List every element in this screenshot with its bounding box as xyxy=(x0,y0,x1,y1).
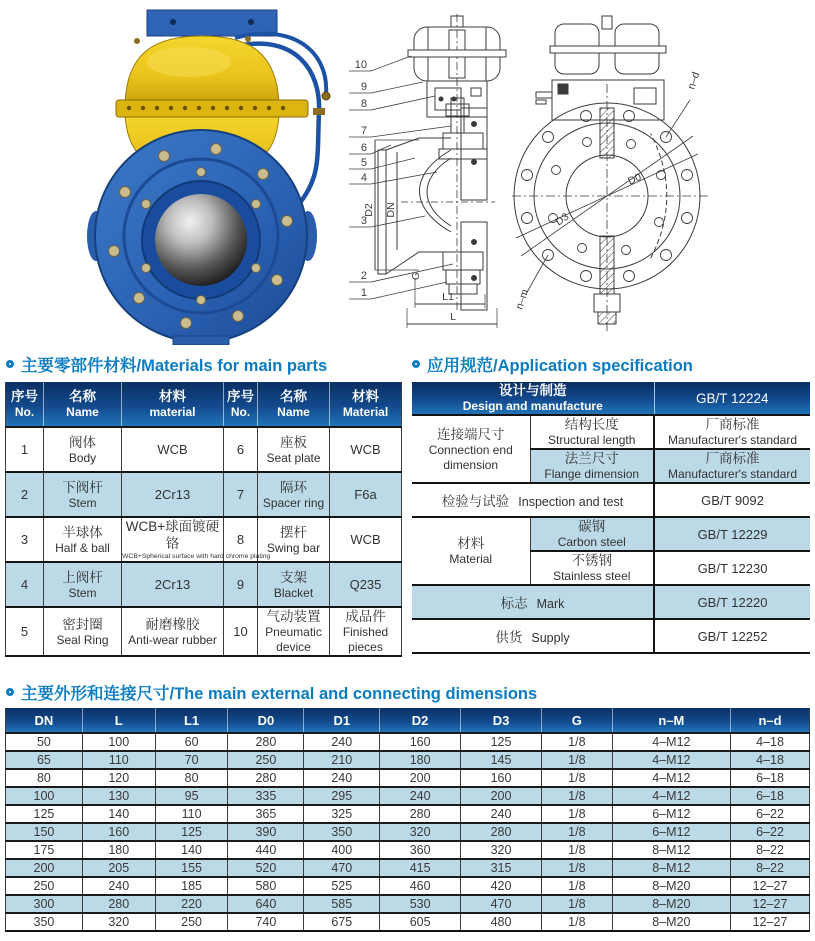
dimension-cell: 4–M12 xyxy=(612,769,730,787)
dimension-cell: 1/8 xyxy=(541,769,612,787)
dimension-cell: 1/8 xyxy=(541,733,612,751)
materials-title-text: 主要零部件材料/Materials for main parts xyxy=(21,357,328,375)
dimension-cell: 585 xyxy=(304,895,380,913)
materials-header-cell: 名称 Name xyxy=(44,382,122,427)
dimension-cell: 6–18 xyxy=(731,787,810,805)
dimensions-section-title xyxy=(6,680,537,704)
dimension-cell: 280 xyxy=(82,895,155,913)
application-header-row xyxy=(412,382,810,415)
dimension-cell: 415 xyxy=(380,859,461,877)
dimension-cell: 460 xyxy=(380,877,461,895)
materials-header-cell: 名称 Name xyxy=(258,382,330,427)
application-header-right: GB/T 12224 xyxy=(654,382,810,415)
materials-cell: 阀体 Body xyxy=(44,427,122,472)
materials-header-row xyxy=(6,382,402,427)
dimension-cell: 420 xyxy=(461,877,542,895)
materials-header-cell: 序号 No. xyxy=(224,382,258,427)
valve-body xyxy=(87,130,317,342)
dimension-cell: 530 xyxy=(380,895,461,913)
materials-cell: 9 xyxy=(224,562,258,607)
dimension-cell: 160 xyxy=(461,769,542,787)
dimension-cell: 4–M12 xyxy=(612,787,730,805)
dimension-cell: 470 xyxy=(461,895,542,913)
materials-cell: 2Cr13 xyxy=(122,472,224,517)
dimension-cell: 185 xyxy=(155,877,228,895)
dimension-cell: 280 xyxy=(380,805,461,823)
dimension-cell: 110 xyxy=(155,805,228,823)
dimension-cell: 175 xyxy=(6,841,83,859)
dimension-cell: 50 xyxy=(6,733,83,751)
carbon-steel-cell: 碳钢 Carbon steel xyxy=(530,517,654,551)
dimension-cell: 220 xyxy=(155,895,228,913)
dimension-cell: 140 xyxy=(82,805,155,823)
dimension-cell: 200 xyxy=(6,859,83,877)
dimension-cell: 8–22 xyxy=(731,841,810,859)
materials-cell: 10 xyxy=(224,607,258,656)
mark-standard-cell: GB/T 12220 xyxy=(654,585,810,619)
dimension-cell: 130 xyxy=(82,787,155,805)
materials-header-cell: 材料 material xyxy=(122,382,224,427)
dimension-cell: 6–M12 xyxy=(612,805,730,823)
materials-header-cell: 材料 Material xyxy=(330,382,402,427)
materials-cell: 1 xyxy=(6,427,44,472)
dimension-cell: 470 xyxy=(304,859,380,877)
application-header-left: 设计与制造 Design and manufacture xyxy=(412,382,654,415)
dimension-cell: 1/8 xyxy=(541,895,612,913)
dimension-cell: 440 xyxy=(228,841,304,859)
svg-text:L: L xyxy=(450,311,456,323)
materials-cell: 隔环 Spacer ring xyxy=(258,472,330,517)
dimensions-header-cell: DN xyxy=(6,708,83,733)
dimension-cell: 320 xyxy=(461,841,542,859)
svg-text:6: 6 xyxy=(360,142,367,154)
dimensions-header-cell: n–M xyxy=(612,708,730,733)
dimensions-title-text: 主要外形和连接尺寸/The main external and connecting dimensions xyxy=(21,685,538,703)
svg-text:5: 5 xyxy=(360,157,367,169)
dimension-cell: 125 xyxy=(155,823,228,841)
materials-cell: F6a xyxy=(330,472,402,517)
svg-text:1: 1 xyxy=(360,287,367,299)
stainless-standard-cell: GB/T 12230 xyxy=(654,551,810,585)
dimension-cell: 640 xyxy=(228,895,304,913)
svg-text:D0: D0 xyxy=(626,171,644,188)
dimensions-row xyxy=(6,769,810,787)
material-cell: 材料 Material xyxy=(412,517,530,585)
dimension-cell: 240 xyxy=(304,733,380,751)
dimension-cell: 12–27 xyxy=(731,895,810,913)
svg-text:DN: DN xyxy=(385,202,397,218)
materials-cell: WCB+球面镀硬铬 WCB+Spherical surface with hard chrome plating xyxy=(122,519,271,560)
dimensions-header-cell: D2 xyxy=(380,708,461,733)
dimension-cell: 520 xyxy=(228,859,304,877)
dimension-cell: 525 xyxy=(304,877,380,895)
dimension-cell: 1/8 xyxy=(541,859,612,877)
valve-front-view-drawing xyxy=(512,14,710,336)
dimension-cell: 320 xyxy=(82,913,155,931)
svg-text:7: 7 xyxy=(360,125,367,137)
materials-header-cell: 序号 No. xyxy=(6,382,44,427)
dimension-cell: 125 xyxy=(461,733,542,751)
inspection-cell: 检验与试验 Inspection and test xyxy=(412,483,654,517)
materials-cell: 摆杆 Swing bar xyxy=(258,517,330,562)
dimension-cell: 280 xyxy=(228,769,304,787)
materials-cell: 耐磨橡胶 Anti-wear rubber xyxy=(122,607,224,656)
dimension-cell: 120 xyxy=(82,769,155,787)
dimension-cell: 240 xyxy=(82,877,155,895)
materials-row xyxy=(6,517,402,562)
dimensions-table xyxy=(5,708,810,932)
svg-text:9: 9 xyxy=(360,81,367,93)
dimensions-row xyxy=(6,895,810,913)
dimension-cell: 80 xyxy=(155,769,228,787)
dimension-cell: 12–27 xyxy=(731,877,810,895)
mark-cell: 标志 Mark xyxy=(412,585,654,619)
dimension-cell: 1/8 xyxy=(541,805,612,823)
dimension-cell: 4–M12 xyxy=(612,733,730,751)
half-ball xyxy=(155,194,247,286)
application-table xyxy=(412,382,810,654)
materials-cell: 气动装置 Pneumatic device xyxy=(258,607,330,656)
materials-cell: 密封圈 Seal Ring xyxy=(44,607,122,656)
materials-cell: WCB xyxy=(330,517,402,562)
svg-text:4: 4 xyxy=(360,172,367,184)
dimension-cell: 100 xyxy=(6,787,83,805)
materials-cell: 支架 Blacket xyxy=(258,562,330,607)
stainless-steel-cell: 不锈钢 Stainless steel xyxy=(530,551,654,585)
section-dim-labels xyxy=(360,202,456,323)
dimension-cell: 250 xyxy=(155,913,228,931)
svg-text:D3: D3 xyxy=(553,210,572,229)
dimension-cell: 160 xyxy=(82,823,155,841)
materials-section-title xyxy=(6,352,327,376)
dimension-cell: 12–27 xyxy=(731,913,810,931)
materials-cell: 8 xyxy=(224,517,258,562)
application-section-title xyxy=(412,352,693,376)
materials-cell: 2Cr13 xyxy=(122,562,224,607)
dimensions-row xyxy=(6,733,810,751)
materials-cell: 6 xyxy=(224,427,258,472)
svg-text:n–m: n–m xyxy=(513,287,532,311)
svg-text:10: 10 xyxy=(354,59,367,71)
dimension-cell: 8–M20 xyxy=(612,877,730,895)
dimension-cell: 390 xyxy=(228,823,304,841)
materials-table xyxy=(5,382,402,657)
dimensions-row xyxy=(6,787,810,805)
dimensions-header-cell: L1 xyxy=(155,708,228,733)
dimension-cell: 1/8 xyxy=(541,787,612,805)
dimension-cell: 65 xyxy=(6,751,83,769)
dimension-cell: 100 xyxy=(82,733,155,751)
dimension-cell: 70 xyxy=(155,751,228,769)
dimension-cell: 280 xyxy=(228,733,304,751)
application-row-structural xyxy=(412,415,810,449)
dimension-cell: 1/8 xyxy=(541,751,612,769)
application-row-inspection xyxy=(412,483,810,517)
materials-cell: 2 xyxy=(6,472,44,517)
materials-row xyxy=(6,472,402,517)
dimension-cell: 8–M20 xyxy=(612,895,730,913)
valve-photo xyxy=(85,8,335,345)
dimensions-header-cell: n–d xyxy=(731,708,810,733)
materials-cell: 3 xyxy=(6,517,44,562)
dimension-cell: 360 xyxy=(380,841,461,859)
dimension-cell: 350 xyxy=(304,823,380,841)
dimensions-row xyxy=(6,751,810,769)
materials-cell: 下阀杆 Stem xyxy=(44,472,122,517)
dimension-cell: 180 xyxy=(82,841,155,859)
application-row-supply xyxy=(412,619,810,653)
dimension-cell: 315 xyxy=(461,859,542,877)
dimension-cell: 240 xyxy=(461,805,542,823)
dimension-cell: 280 xyxy=(461,823,542,841)
dimension-cell: 320 xyxy=(380,823,461,841)
dimensions-header-cell: D1 xyxy=(304,708,380,733)
dimension-cell: 155 xyxy=(155,859,228,877)
dimension-cell: 6–M12 xyxy=(612,823,730,841)
dimensions-header-cell: L xyxy=(82,708,155,733)
dimension-cell: 4–18 xyxy=(731,751,810,769)
dimensions-row xyxy=(6,877,810,895)
materials-cell: 成品件 Finished pieces xyxy=(330,607,402,656)
valve-section-drawing xyxy=(345,12,513,340)
dimension-cell: 240 xyxy=(380,787,461,805)
dimension-cell: 240 xyxy=(304,769,380,787)
dimension-cell: 675 xyxy=(304,913,380,931)
dimension-cell: 400 xyxy=(304,841,380,859)
dimension-cell: 250 xyxy=(6,877,83,895)
dimensions-header-cell: D0 xyxy=(228,708,304,733)
dimension-cell: 6–22 xyxy=(731,823,810,841)
materials-cell: 座板 Seat plate xyxy=(258,427,330,472)
bullet-icon xyxy=(6,360,14,368)
materials-cell: 上阀杆 Stem xyxy=(44,562,122,607)
structural-length-cell: 结构长度 Structural length xyxy=(530,415,654,449)
materials-cell: 7 xyxy=(224,472,258,517)
dimension-cell: 95 xyxy=(155,787,228,805)
dimension-cell: 580 xyxy=(228,877,304,895)
dimension-cell: 1/8 xyxy=(541,841,612,859)
bullet-icon xyxy=(412,360,420,368)
dimension-cell: 335 xyxy=(228,787,304,805)
inspection-standard-cell: GB/T 9092 xyxy=(654,483,810,517)
dimensions-row xyxy=(6,823,810,841)
dimensions-header-cell: G xyxy=(541,708,612,733)
dimension-cell: 365 xyxy=(228,805,304,823)
materials-row xyxy=(6,562,402,607)
materials-cell: 半球体 Half & ball xyxy=(44,517,122,562)
dimension-cell: 140 xyxy=(155,841,228,859)
dimension-cell: 80 xyxy=(6,769,83,787)
supply-standard-cell: GB/T 12252 xyxy=(654,619,810,653)
dimensions-header-row xyxy=(6,708,810,733)
materials-row xyxy=(6,607,402,656)
dimension-cell: 150 xyxy=(6,823,83,841)
svg-text:2: 2 xyxy=(360,270,367,282)
application-row-mark xyxy=(412,585,810,619)
dimensions-row xyxy=(6,913,810,931)
dimension-cell: 8–M20 xyxy=(612,913,730,931)
dimension-cell: 110 xyxy=(82,751,155,769)
flange-dimension-cell: 法兰尺寸 Flange dimension xyxy=(530,449,654,483)
dimension-cell: 200 xyxy=(461,787,542,805)
dimensions-row xyxy=(6,805,810,823)
svg-text:G: G xyxy=(410,271,422,281)
dimension-cell: 8–M12 xyxy=(612,859,730,877)
connection-end-cell: 连接端尺寸 Connection end dimension xyxy=(412,415,530,483)
dimension-cell: 4–18 xyxy=(731,733,810,751)
application-row-carbon xyxy=(412,517,810,551)
dimensions-header-cell: D3 xyxy=(461,708,542,733)
dimension-cell: 200 xyxy=(380,769,461,787)
dimension-cell: 350 xyxy=(6,913,83,931)
dimension-cell: 205 xyxy=(82,859,155,877)
dimension-cell: 605 xyxy=(380,913,461,931)
bullet-icon xyxy=(6,688,14,696)
materials-row xyxy=(6,427,402,472)
dimension-cell: 740 xyxy=(228,913,304,931)
dimension-cell: 145 xyxy=(461,751,542,769)
svg-text:L1: L1 xyxy=(442,291,454,303)
dimension-cell: 325 xyxy=(304,805,380,823)
dimension-cell: 160 xyxy=(380,733,461,751)
dimension-cell: 295 xyxy=(304,787,380,805)
dimension-cell: 6–22 xyxy=(731,805,810,823)
dimension-cell: 1/8 xyxy=(541,823,612,841)
dimension-cell: 6–18 xyxy=(731,769,810,787)
dimension-cell: 4–M12 xyxy=(612,751,730,769)
dimensions-row xyxy=(6,859,810,877)
supply-cell: 供货 Supply xyxy=(412,619,654,653)
dimension-cell: 1/8 xyxy=(541,877,612,895)
application-title-text: 应用规范/Application specification xyxy=(427,357,693,375)
dimension-cell: 8–22 xyxy=(731,859,810,877)
materials-cell: Q235 xyxy=(330,562,402,607)
dimension-cell: 210 xyxy=(304,751,380,769)
svg-text:n–d: n–d xyxy=(685,70,703,91)
part-callouts xyxy=(355,59,367,299)
dimension-cell: 300 xyxy=(6,895,83,913)
bottom-pad xyxy=(173,336,229,345)
materials-cell: 5 xyxy=(6,607,44,656)
svg-text:8: 8 xyxy=(360,98,367,110)
dimension-cell: 125 xyxy=(6,805,83,823)
dimensions-row xyxy=(6,841,810,859)
dimension-cell: 180 xyxy=(380,751,461,769)
svg-text:D2: D2 xyxy=(363,203,375,217)
structural-standard-cell: 厂商标准 Manufacturer's standard xyxy=(654,415,810,449)
svg-text:3: 3 xyxy=(360,215,367,227)
dimension-cell: 1/8 xyxy=(541,913,612,931)
dimension-cell: 60 xyxy=(155,733,228,751)
dimension-cell: 250 xyxy=(228,751,304,769)
materials-cell: 4 xyxy=(6,562,44,607)
flange-standard-cell: 厂商标准 Manufacturer's standard xyxy=(654,449,810,483)
dimension-cell: 480 xyxy=(461,913,542,931)
materials-cell: WCB xyxy=(330,427,402,472)
carbon-standard-cell: GB/T 12229 xyxy=(654,517,810,551)
dimension-cell: 8–M12 xyxy=(612,841,730,859)
materials-cell: WCB xyxy=(122,427,224,472)
